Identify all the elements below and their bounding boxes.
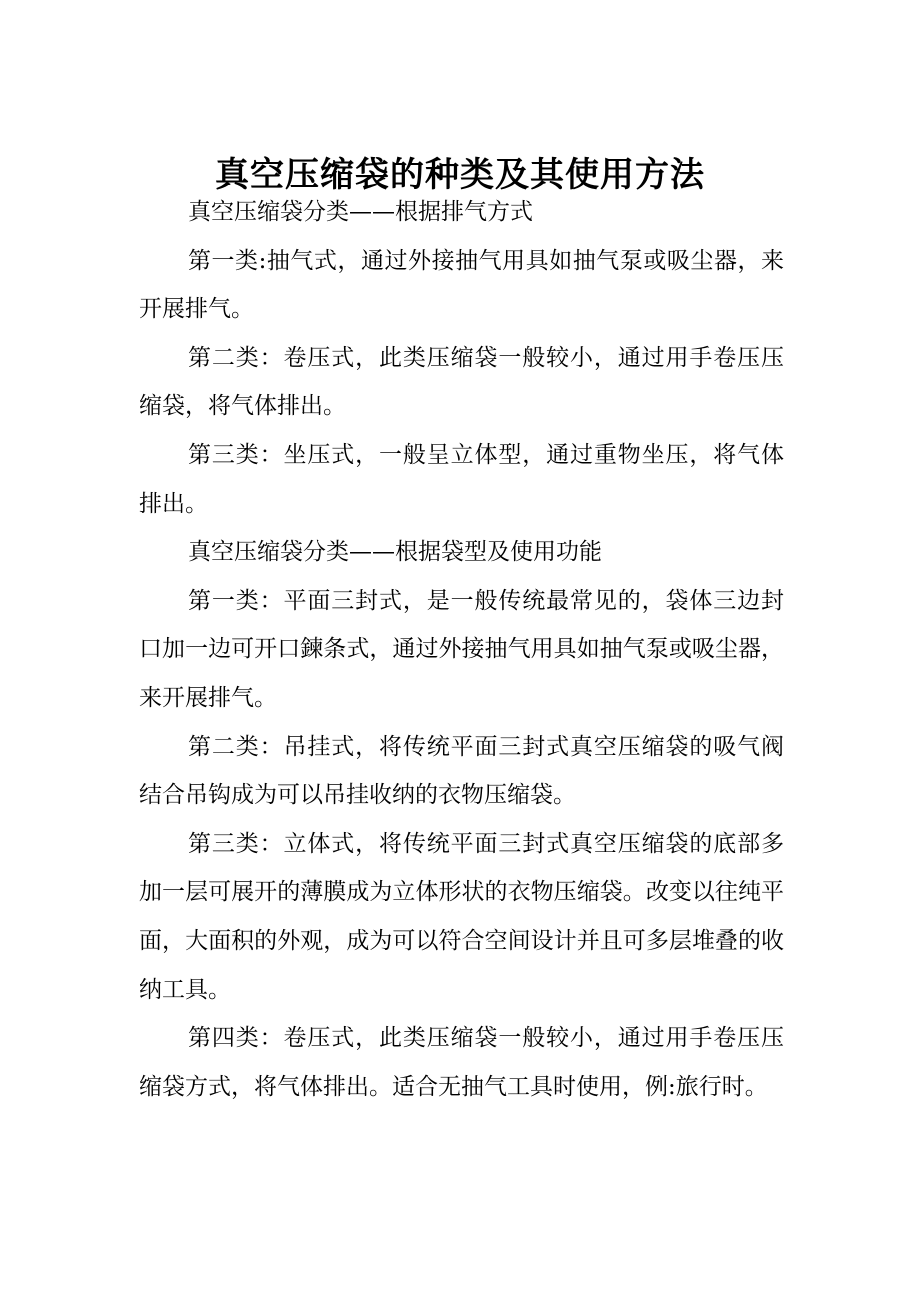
document-title: 真空压缩袋的种类及其使用方法	[215, 154, 705, 195]
document-body	[139, 188, 784, 1111]
paragraph-bag-type-3: 第三类：立体式，将传统平面三封式真空压缩袋的底部多加一层可展开的薄膜成为立体形状的衣物压缩袋。改变以往纯平面，大面积的外观，成为可以符合空间设计并且可多层堆叠的收纳工具。	[139, 830, 784, 1003]
paragraph-exhaust-type-3: 第三类：坐压式，一般呈立体型，通过重物坐压，将气体排出。	[139, 441, 784, 517]
paragraph-exhaust-type-2: 第二类：卷压式，此类压缩袋一般较小，通过用手卷压压缩袋，将气体排出。	[139, 344, 784, 420]
paragraph-bag-type-1: 第一类：平面三封式，是一般传统最常见的，袋体三边封口加一边可开口鍊条式，通过外接抽气用具如抽气泵或吸尘器，来开展排气。	[139, 587, 784, 711]
section-heading-bag-type: 真空压缩袋分类——根据袋型及使用功能	[188, 539, 602, 566]
paragraph-bag-type-4: 第四类：卷压式，此类压缩袋一般较小，通过用手卷压压缩袋方式，将气体排出。适合无抽气工具时使用，例:旅行时。	[139, 1025, 784, 1100]
section-heading-exhaust-method: 真空压缩袋分类——根据排气方式	[188, 199, 533, 225]
paragraph-bag-type-2: 第二类：吊挂式，将传统平面三封式真空压缩袋的吸气阀结合吊钩成为可以吊挂收纳的衣物压缩袋。	[139, 733, 784, 809]
paragraph-exhaust-type-1: 第一类:抽气式，通过外接抽气用具如抽气泵或吸尘器，来开展排气。	[139, 247, 784, 323]
